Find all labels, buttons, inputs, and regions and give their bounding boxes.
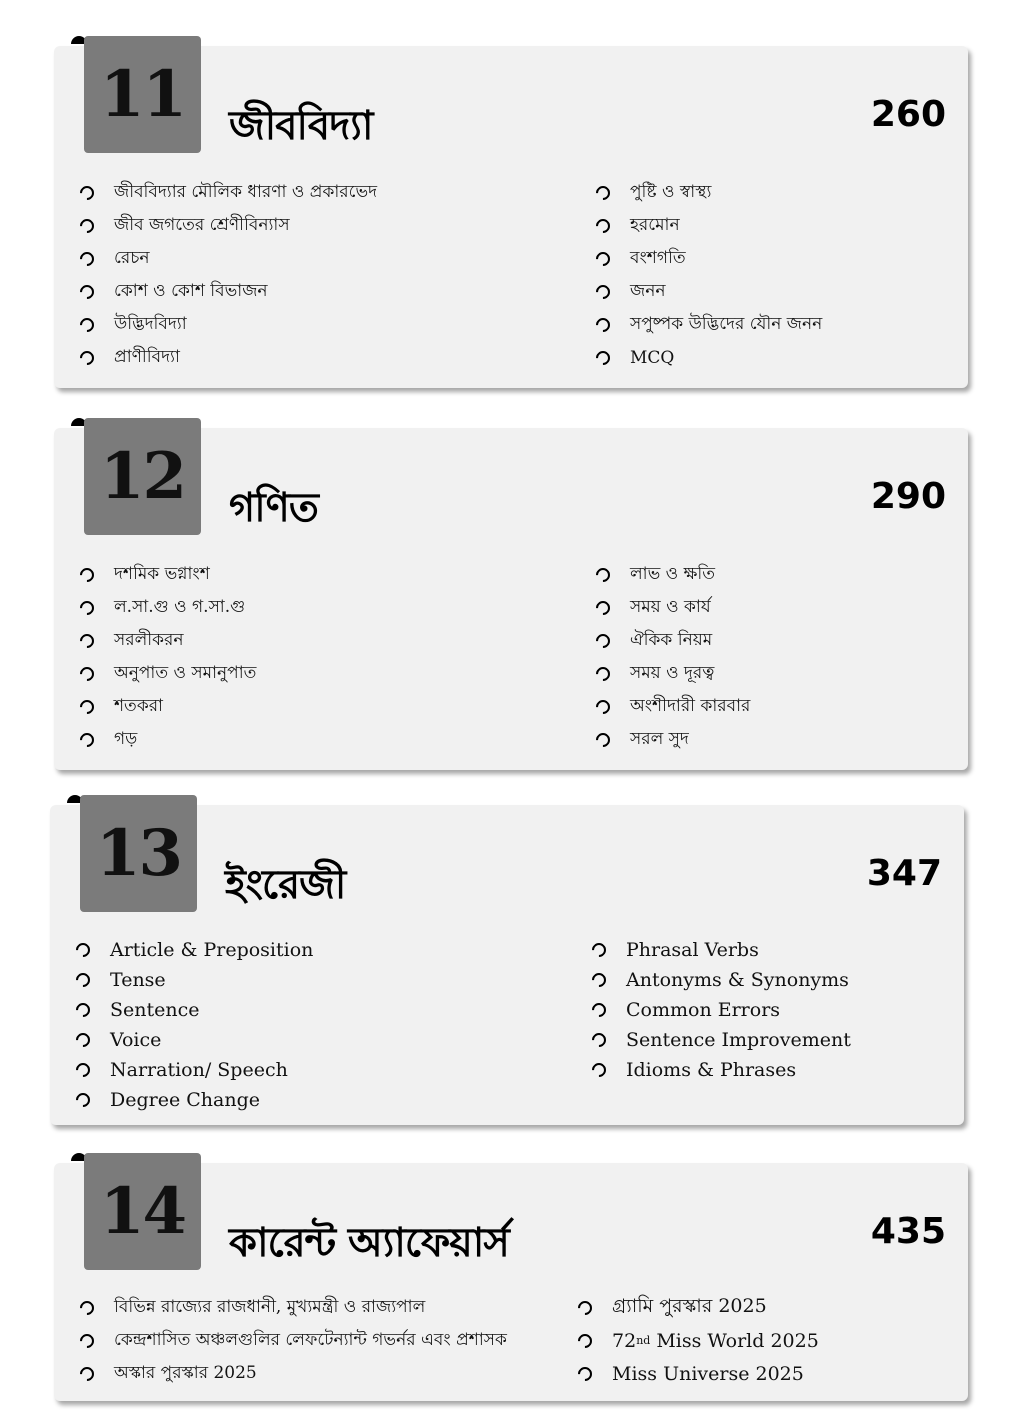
- section-number: 11: [84, 36, 201, 153]
- list-item: সপুষ্পক উদ্ভিদের যৌন জনন: [596, 308, 822, 341]
- list-item: Voice: [76, 1025, 313, 1055]
- circle-bullet-icon: [73, 940, 93, 960]
- list-item: Sentence Improvement: [592, 1025, 851, 1055]
- circle-bullet-icon: [575, 1364, 595, 1384]
- circle-bullet-icon: [73, 970, 93, 990]
- list-item: শতকরা: [80, 690, 256, 723]
- list-item: ঐকিক নিয়ম: [596, 624, 750, 657]
- page-number: 435: [870, 1211, 946, 1252]
- circle-bullet-icon: [77, 315, 97, 335]
- list-item: জীববিদ্যার মৌলিক ধারণা ও প্রকারভেদ: [80, 176, 377, 209]
- circle-bullet-icon: [73, 1030, 93, 1050]
- circle-bullet-icon: [593, 730, 613, 750]
- circle-bullet-icon: [73, 1000, 93, 1020]
- list-item: গড়: [80, 723, 256, 756]
- list-item: বংশগতি: [596, 242, 822, 275]
- list-item: লাভ ও ক্ষতি: [596, 558, 750, 591]
- topic-list-right: [578, 1291, 819, 1390]
- circle-bullet-icon: [77, 216, 97, 236]
- list-item: উদ্ভিদবিদ্যা: [80, 308, 377, 341]
- circle-bullet-icon: [77, 183, 97, 203]
- list-item: অস্কার পুরস্কার 2025: [80, 1357, 507, 1390]
- list-item: প্রাণীবিদ্যা: [80, 341, 377, 374]
- circle-bullet-icon: [593, 598, 613, 618]
- circle-bullet-icon: [77, 1298, 97, 1318]
- topic-list-right: [596, 176, 822, 374]
- circle-bullet-icon: [593, 216, 613, 236]
- list-item: সরল সুদ: [596, 723, 750, 756]
- circle-bullet-icon: [575, 1331, 595, 1351]
- list-item: দশমিক ভগ্নাংশ: [80, 558, 256, 591]
- list-item: 72 nd Miss World 2025: [578, 1324, 819, 1357]
- circle-bullet-icon: [575, 1298, 595, 1318]
- section-title: কারেন্ট অ্যাফেয়ার্স: [229, 1220, 509, 1266]
- circle-bullet-icon: [589, 1030, 609, 1050]
- circle-bullet-icon: [589, 940, 609, 960]
- topic-list-right: [592, 935, 851, 1085]
- circle-bullet-icon: [593, 315, 613, 335]
- section-card-13: [50, 805, 964, 1125]
- circle-bullet-icon: [77, 565, 97, 585]
- circle-bullet-icon: [77, 697, 97, 717]
- list-item: Miss Universe 2025: [578, 1357, 819, 1390]
- circle-bullet-icon: [77, 631, 97, 651]
- section-number: 14: [84, 1153, 201, 1270]
- list-item: হরমোন: [596, 209, 822, 242]
- list-item: জনন: [596, 275, 822, 308]
- page-number: 260: [870, 94, 946, 135]
- list-item: Degree Change: [76, 1085, 313, 1115]
- list-item: Sentence: [76, 995, 313, 1025]
- section-card-14: [54, 1163, 968, 1401]
- topic-list-left: [80, 1291, 507, 1390]
- circle-bullet-icon: [77, 282, 97, 302]
- list-item: Common Errors: [592, 995, 851, 1025]
- list-item: বিভিন্ন রাজ্যের রাজধানী, মুখ্যমন্ত্রী ও রাজ্যপাল: [80, 1291, 507, 1324]
- section-card-11: [54, 46, 968, 388]
- list-item: ল.সা.গু ও গ.সা.গু: [80, 591, 256, 624]
- section-number: 12: [84, 418, 201, 535]
- list-item: জীব জগতের শ্রেণীবিন্যাস: [80, 209, 377, 242]
- list-item: কেন্দ্রশাসিত অঞ্চলগুলির লেফটেন্যান্ট গভর্নর এবং প্রশাসক: [80, 1324, 507, 1357]
- list-item: রেচন: [80, 242, 377, 275]
- list-item: পুষ্টি ও স্বাস্থ্য: [596, 176, 822, 209]
- list-item: গ্র্যামি পুরস্কার 2025: [578, 1291, 819, 1324]
- list-item: কোশ ও কোশ বিভাজন: [80, 275, 377, 308]
- topic-list-left: [80, 558, 256, 756]
- circle-bullet-icon: [593, 282, 613, 302]
- circle-bullet-icon: [77, 249, 97, 269]
- topic-list-left: [76, 935, 313, 1115]
- circle-bullet-icon: [593, 631, 613, 651]
- section-number: 13: [80, 795, 197, 912]
- list-item: Antonyms & Synonyms: [592, 965, 851, 995]
- circle-bullet-icon: [589, 970, 609, 990]
- list-item: Tense: [76, 965, 313, 995]
- section-title: ইংরেজী: [225, 862, 346, 908]
- list-item: অংশীদারী কারবার: [596, 690, 750, 723]
- circle-bullet-icon: [77, 1364, 97, 1384]
- circle-bullet-icon: [73, 1060, 93, 1080]
- list-item: সময় ও কার্য: [596, 591, 750, 624]
- circle-bullet-icon: [77, 1331, 97, 1351]
- list-item: অনুপাত ও সমানুপাত: [80, 657, 256, 690]
- section-card-12: [54, 428, 968, 770]
- list-item: Idioms & Phrases: [592, 1055, 851, 1085]
- circle-bullet-icon: [77, 598, 97, 618]
- list-item: সরলীকরন: [80, 624, 256, 657]
- section-title: গণিত: [229, 485, 318, 531]
- circle-bullet-icon: [593, 348, 613, 368]
- section-title: জীববিদ্যা: [229, 103, 373, 149]
- circle-bullet-icon: [73, 1090, 93, 1110]
- topic-list-right: [596, 558, 750, 756]
- circle-bullet-icon: [593, 183, 613, 203]
- list-item: MCQ: [596, 341, 822, 374]
- page-number: 347: [866, 853, 942, 894]
- list-item: সময় ও দূরত্ব: [596, 657, 750, 690]
- circle-bullet-icon: [589, 1060, 609, 1080]
- circle-bullet-icon: [77, 664, 97, 684]
- circle-bullet-icon: [593, 565, 613, 585]
- list-item: Article & Preposition: [76, 935, 313, 965]
- topic-list-left: [80, 176, 377, 374]
- page-number: 290: [870, 476, 946, 517]
- circle-bullet-icon: [593, 249, 613, 269]
- circle-bullet-icon: [77, 348, 97, 368]
- circle-bullet-icon: [593, 664, 613, 684]
- circle-bullet-icon: [77, 730, 97, 750]
- circle-bullet-icon: [589, 1000, 609, 1020]
- list-item: Phrasal Verbs: [592, 935, 851, 965]
- list-item: Narration/ Speech: [76, 1055, 313, 1085]
- circle-bullet-icon: [593, 697, 613, 717]
